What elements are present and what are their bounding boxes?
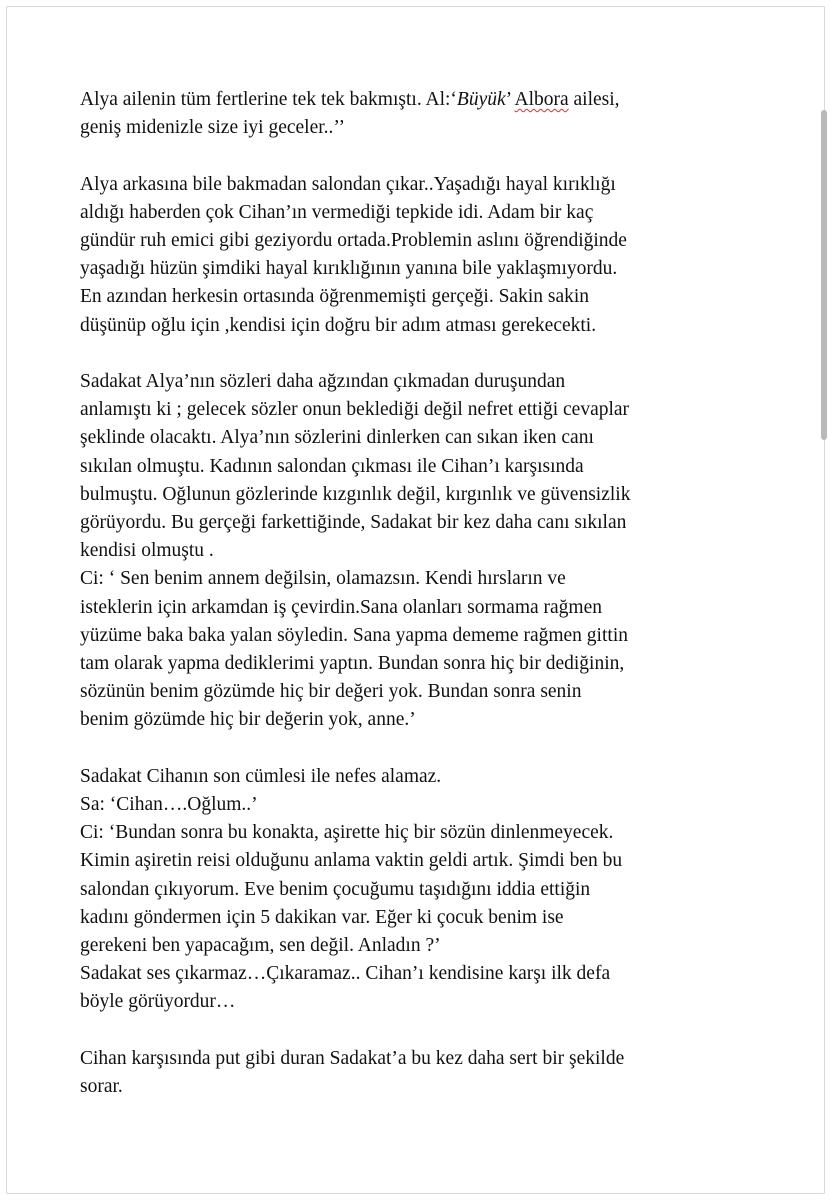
document-body (80, 86, 780, 1101)
paragraph-line: sözünün benim gözümde hiç bir değeri yok. Bundan sonra senin (80, 681, 582, 703)
paragraph-line: sorar. (80, 1076, 123, 1098)
paragraph-4 (80, 763, 780, 1017)
paragraph-gap (80, 142, 780, 170)
paragraph-line: benim gözümde hiç bir değerin yok, anne.’ (80, 709, 416, 731)
paragraph-line: Sa: ‘Cihan….Oğlum..’ (80, 794, 258, 816)
text-run: ailesi, (568, 89, 620, 110)
paragraph-line: Ci: ‘Bundan sonra bu konakta, aşirette hiç bir sözün dinlenmeyecek. (80, 822, 614, 844)
paragraph-line: isteklerin için arkamdan iş çevirdin.Sana olanları sormama rağmen (80, 596, 602, 618)
paragraph-2 (80, 171, 780, 340)
paragraph-gap (80, 1017, 780, 1045)
paragraph-line (80, 86, 780, 114)
paragraph-3 (80, 368, 780, 735)
paragraph-5 (80, 1045, 780, 1101)
italic-text-run: Büyük (456, 89, 506, 110)
paragraph-line: anlamıştı ki ; gelecek sözler onun beklediği değil nefret ettiği cevaplar (80, 399, 630, 421)
paragraph-line: gündür ruh emici gibi geziyordu ortada.Problemin aslını öğrendiğinde (80, 230, 627, 251)
paragraph-line: yaşadığı hüzün şimdiki hayal kırıklığının yanına bile yaklaşmıyordu. (80, 258, 618, 280)
paragraph-line: böyle görüyordur… (80, 991, 236, 1013)
paragraph-line: aldığı haberden çok Cihan’ın vermediği tepkide idi. Adam bir kaç (80, 201, 594, 223)
paragraph-line: görüyordu. Bu gerçeği farkettiğinde, Sadakat bir kez daha canı sıkılan (80, 512, 627, 534)
paragraph-gap (80, 340, 780, 368)
paragraph-line: sıkılan olmuştu. Kadının salondan çıkması ile Cihan’ı karşısında (80, 455, 584, 477)
paragraph-line: Alya arkasına bile bakmadan salondan çıkar..Yaşadığı hayal kırıklığı (80, 173, 616, 195)
paragraph-line: kendisi olmuştu . (80, 540, 214, 562)
paragraph-line: Sadakat Alya’nın sözleri daha ağzından çıkmadan duruşundan (80, 371, 566, 392)
paragraph-line: En azından herkesin ortasında öğrenmemişti gerçeği. Sakin sakin (80, 286, 590, 308)
paragraph-line: yüzüme baka baka yalan söyledin. Sana yapma dememe rağmen gittin (80, 624, 628, 646)
paragraph-gap (80, 735, 780, 763)
text-run: Alya ailenin tüm fertlerine tek tek bakmıştı. Al:‘ (80, 89, 457, 110)
paragraph-line: Cihan karşısında put gibi duran Sadakat’a bu kez daha sert bir şekilde (80, 1047, 625, 1069)
vertical-scrollbar[interactable] (821, 110, 827, 440)
paragraph-line: Kimin aşiretin reisi olduğunu anlama vaktin geldi artık. Şimdi ben bu (80, 850, 623, 872)
spellcheck-marked-word: Albora (514, 89, 569, 110)
paragraph-line: Sadakat ses çıkarmaz…Çıkaramaz.. Cihan’ı kendisine karşı ilk defa (80, 963, 611, 985)
paragraph-line: bulmuştu. Oğlunun gözlerinde kızgınlık değil, kırgınlık ve güvensizlik (80, 483, 631, 505)
paragraph-line: geniş midenizle size iyi geceler..’’ (80, 117, 345, 139)
paragraph-line: Ci: ‘ Sen benim annem değilsin, olamazsın. Kendi hırsların ve (80, 568, 566, 590)
text-run: ’ (505, 89, 515, 110)
paragraph-line: kadını göndermen için 5 dakikan var. Eğer ki çocuk benim ise (80, 906, 564, 928)
paragraph-line: gerekeni ben yapacağım, sen değil. Anladın ?’ (80, 935, 441, 957)
paragraph-line: düşünüp oğlu için ,kendisi için doğru bir adım atması gerekecekti. (80, 314, 597, 336)
paragraph-line: Sadakat Cihanın son cümlesi ile nefes alamaz. (80, 765, 442, 787)
paragraph-line: tam olarak yapma dediklerimi yaptın. Bundan sonra hiç bir dediğinin, (80, 653, 625, 675)
paragraph-line: salondan çıkıyorum. Eve benim çocuğumu taşıdığını iddia ettiğin (80, 878, 591, 900)
paragraph-line: şeklinde olacaktı. Alya’nın sözlerini dinlerken can sıkan iken canı (80, 427, 594, 449)
